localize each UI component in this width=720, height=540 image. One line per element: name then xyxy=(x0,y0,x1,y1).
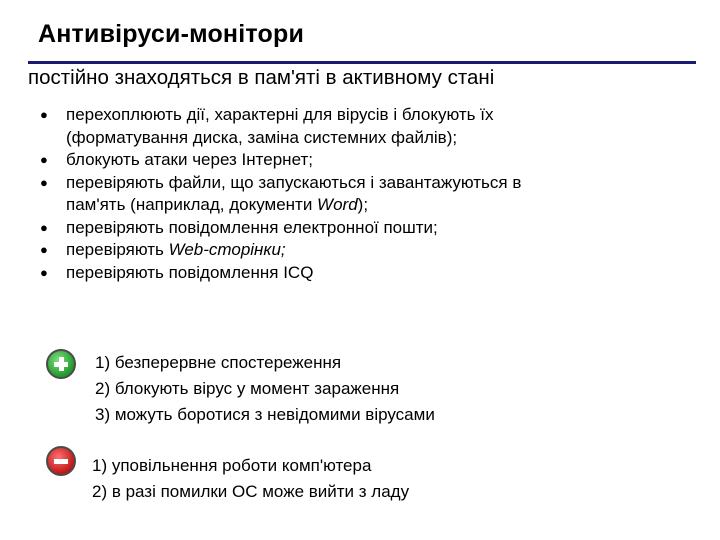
list-item: 1) безперервне спостереження xyxy=(95,353,342,372)
list-item: 1) уповільнення роботи комп'ютера xyxy=(92,456,372,475)
page-title: Антивіруси-монітори xyxy=(38,20,305,48)
list-item: 2) блокують вірус у момент зараження xyxy=(95,379,400,398)
subtitle: постійно знаходяться в пам'яті в активному стані xyxy=(28,66,495,89)
feature-list xyxy=(40,104,680,284)
list-item: ● перевіряють повідомлення електронної пошти; xyxy=(40,217,680,240)
bullet-icon: ● xyxy=(40,152,48,167)
list-item: ● перехоплюють дії, характерні для вірусів і блокують їх (форматування диска, заміна системних файлів); xyxy=(40,104,680,149)
minus-icon xyxy=(46,446,76,476)
bullet-icon: ● xyxy=(40,219,48,235)
list-item: ● перевіряють файли, що запускаються і завантажуються в пам'ять (наприклад, документи Word); xyxy=(40,172,680,217)
list-item: ● перевіряють повідомлення ICQ xyxy=(40,262,680,285)
advantages-list xyxy=(95,350,435,428)
bullet-icon: ● xyxy=(40,242,48,257)
list-item: ● перевіряють Web-сторінки; xyxy=(40,239,680,262)
disadvantages-list xyxy=(92,453,409,505)
list-item: 2) в разі помилки ОС може вийти з ладу xyxy=(92,482,410,501)
title-divider xyxy=(28,61,696,64)
bullet-icon: ● xyxy=(40,264,48,280)
list-item: ● блокують атаки через Інтернет; xyxy=(40,149,680,172)
plus-icon xyxy=(46,349,76,379)
list-item: 3) можуть боротися з невідомими вірусами xyxy=(95,405,435,424)
bullet-icon: ● xyxy=(40,107,48,122)
bullet-icon: ● xyxy=(40,174,48,190)
